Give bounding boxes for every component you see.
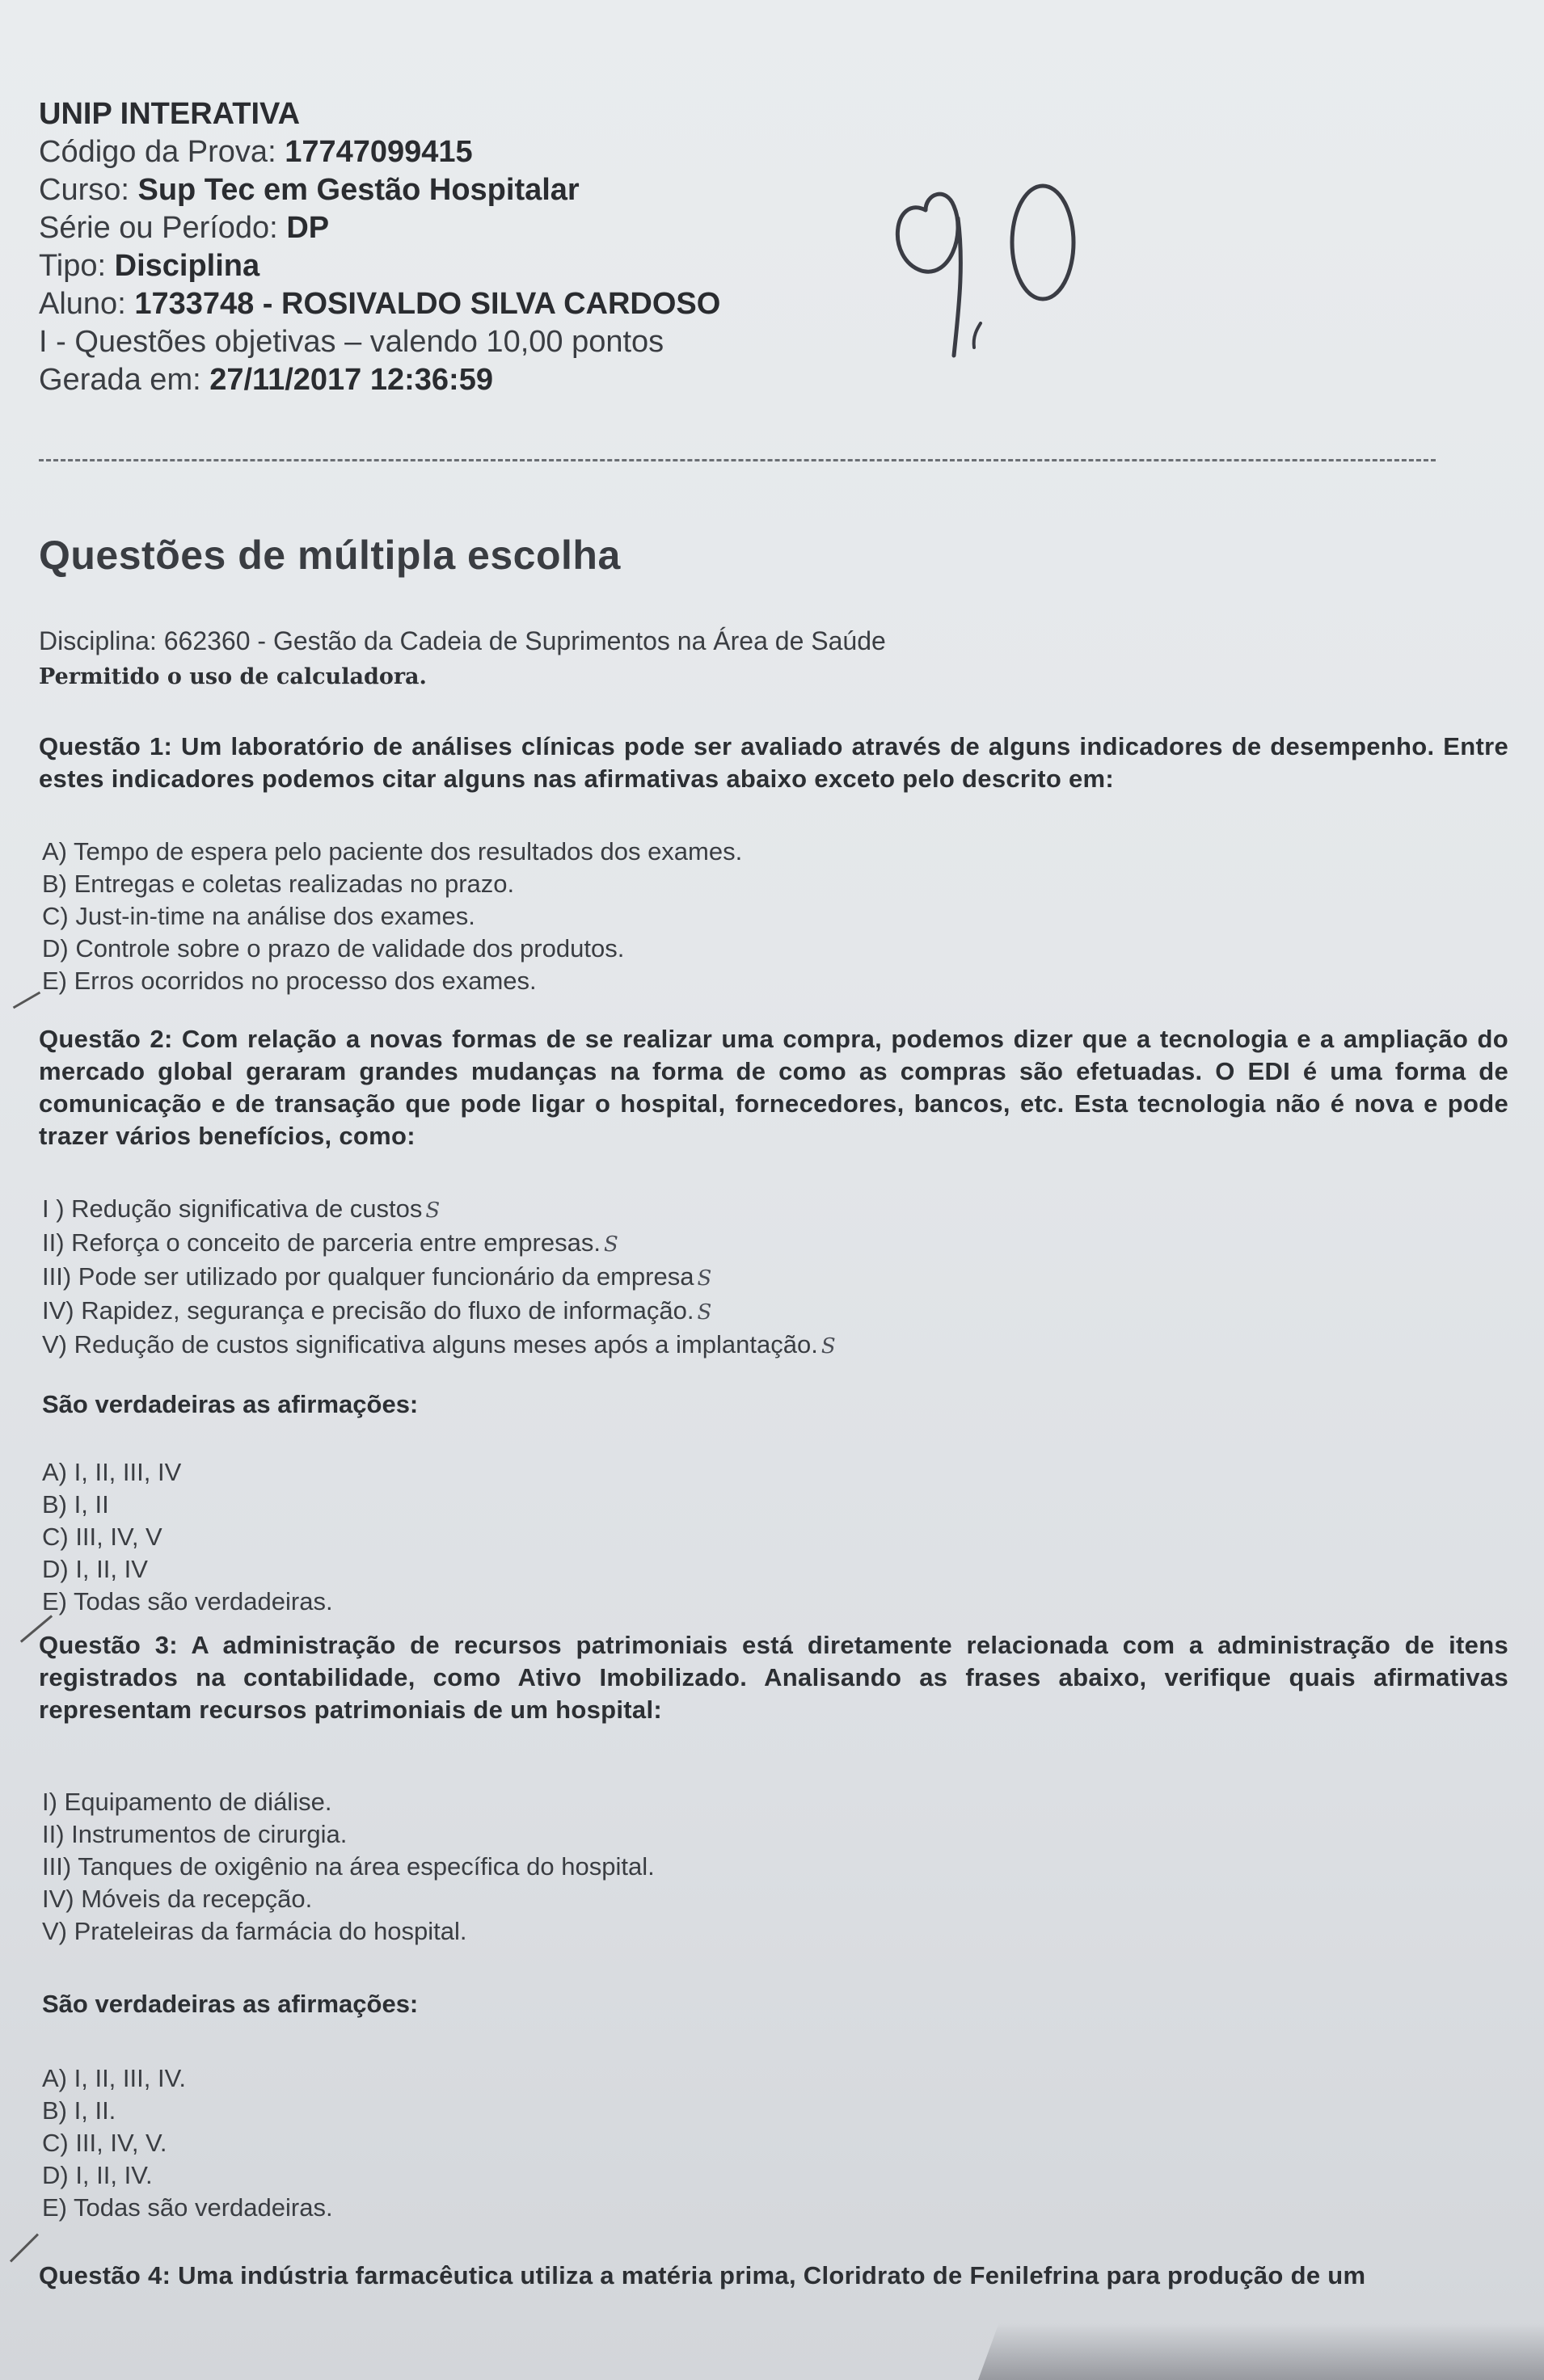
question-2-statement-5	[42, 1329, 836, 1363]
statement-text: III) Pode ser utilizado por qualquer funcionário da empresa	[42, 1262, 694, 1291]
handwritten-mark: S	[697, 1266, 712, 1291]
question-3-statement-4: IV) Móveis da recepção.	[42, 1885, 313, 1913]
question-1-option-b: B) Entregas e coletas realizadas no prazo.	[42, 870, 515, 898]
curso-label: Curso:	[39, 173, 129, 207]
question-3-option-a: A) I, II, III, IV.	[42, 2064, 187, 2092]
aluno-label: Aluno:	[39, 287, 126, 321]
handwritten-mark: S	[821, 1334, 836, 1358]
header-divider	[39, 459, 1436, 461]
tipo-value: Disciplina	[114, 249, 260, 283]
aluno-value: 1733748 - ROSIVALDO SILVA CARDOSO	[134, 287, 721, 321]
question-3-options	[42, 2062, 333, 2224]
serie-value: DP	[286, 211, 330, 245]
question-3-statements	[42, 1786, 655, 1948]
question-3-stem: Questão 3: A administração de recursos patrimoniais está diretamente relacionada com a administração de itens registrados na contabilidade, como Ativo Imobilizado. Analisando as frases abaixo, verifique quais afirmativas representam recursos patrimoniais de um hospital:	[39, 1631, 1508, 1724]
handwritten-mark: S	[697, 1300, 712, 1325]
serie-line	[39, 209, 720, 247]
codigo-value: 17747099415	[285, 135, 473, 169]
question-2-stem: Questão 2: Com relação a novas formas de se realizar uma compra, podemos dizer que a tecnologia e a ampliação do mercado global geraram grandes mudanças na forma de como as compras são efetuadas. O EDI é uma forma de comunicação e de transação que pode ligar o hospital, fornecedores, bancos, etc. Esta tecnologia não é nova e pode trazer vários benefícios, como:	[39, 1025, 1508, 1150]
codigo-line	[39, 133, 720, 171]
question-2-option-a: A) I, II, III, IV	[42, 1458, 182, 1486]
codigo-label: Código da Prova:	[39, 135, 276, 169]
gerada-label: Gerada em:	[39, 363, 201, 397]
question-2-option-e: E) Todas são verdadeiras.	[42, 1587, 333, 1615]
handwritten-grade	[877, 162, 1103, 380]
curso-value: Sup Tec em Gestão Hospitalar	[137, 173, 580, 207]
answer-tick-mark	[10, 2233, 39, 2262]
handwritten-mark: S	[603, 1232, 618, 1257]
serie-label: Série ou Período:	[39, 211, 278, 245]
exam-header	[39, 95, 720, 399]
question-1-options	[42, 836, 742, 997]
answer-tick-mark	[13, 992, 40, 1009]
question-2-option-d: D) I, II, IV	[42, 1555, 148, 1583]
question-2-subhead: São verdadeiras as afirmações:	[42, 1390, 419, 1418]
question-3-statement-1: I) Equipamento de diálise.	[42, 1788, 332, 1816]
question-2-statement-4	[42, 1295, 836, 1329]
question-1-option-d: D) Controle sobre o prazo de validade dos produtos.	[42, 934, 625, 963]
gerada-line	[39, 361, 720, 399]
question-2-options	[42, 1456, 333, 1618]
statement-text: V) Redução de custos significativa alguns meses após a implantação.	[42, 1330, 818, 1358]
question-2-statements	[42, 1193, 836, 1363]
disciplina-line: Disciplina: 662360 - Gestão da Cadeia de Suprimentos na Área de Saúde	[39, 626, 886, 655]
question-3-statement-5: V) Prateleiras da farmácia do hospital.	[42, 1917, 467, 1945]
section-title: Questões de múltipla escolha	[39, 533, 621, 578]
gerada-value: 27/11/2017 12:36:59	[209, 363, 493, 397]
question-3-subhead: São verdadeiras as afirmações:	[42, 1990, 419, 2018]
tipo-line	[39, 247, 720, 285]
statement-text: I ) Redução significativa de custos	[42, 1194, 423, 1223]
statement-text: IV) Rapidez, segurança e precisão do fluxo de informação.	[42, 1296, 694, 1325]
question-2-statement-1	[42, 1193, 836, 1227]
calculator-note: Permitido o uso de calculadora.	[39, 664, 427, 689]
question-1-option-e: E) Erros ocorridos no processo dos exames.	[42, 967, 537, 995]
parte-line: I - Questões objetivas – valendo 10,00 pontos	[39, 325, 664, 359]
aluno-line	[39, 285, 720, 323]
institution-name: UNIP INTERATIVA	[39, 97, 301, 131]
tipo-label: Tipo:	[39, 249, 107, 283]
question-3-statement-2: II) Instrumentos de cirurgia.	[42, 1820, 348, 1848]
question-2-statement-3	[42, 1261, 836, 1295]
question-1-stem: Questão 1: Um laboratório de análises clínicas pode ser avaliado através de alguns indicadores de desempenho. Entre estes indicadores podemos citar alguns nas afirmativas abaixo exceto pelo descrito em:	[39, 732, 1508, 793]
curso-line	[39, 171, 720, 209]
question-1-option-c: C) Just-in-time na análise dos exames.	[42, 902, 475, 930]
photo-shadow	[978, 2323, 1544, 2380]
question-2-option-c: C) III, IV, V	[42, 1523, 162, 1551]
question-3-statement-3: III) Tanques de oxigênio na área específica do hospital.	[42, 1852, 655, 1881]
question-2-statement-2	[42, 1227, 836, 1261]
question-2-option-b: B) I, II	[42, 1490, 109, 1519]
handwritten-mark: S	[425, 1198, 441, 1223]
question-1-option-a: A) Tempo de espera pelo paciente dos resultados dos exames.	[42, 837, 743, 866]
question-3-option-c: C) III, IV, V.	[42, 2129, 167, 2157]
question-3-option-d: D) I, II, IV.	[42, 2161, 153, 2189]
question-3-option-e: E) Todas são verdadeiras.	[42, 2193, 333, 2222]
question-4-stem: Questão 4: Uma indústria farmacêutica utiliza a matéria prima, Cloridrato de Fenilefrina para produção de um	[39, 2261, 1366, 2289]
statement-text: II) Reforça o conceito de parceria entre empresas.	[42, 1228, 601, 1257]
question-3-option-b: B) I, II.	[42, 2096, 116, 2125]
